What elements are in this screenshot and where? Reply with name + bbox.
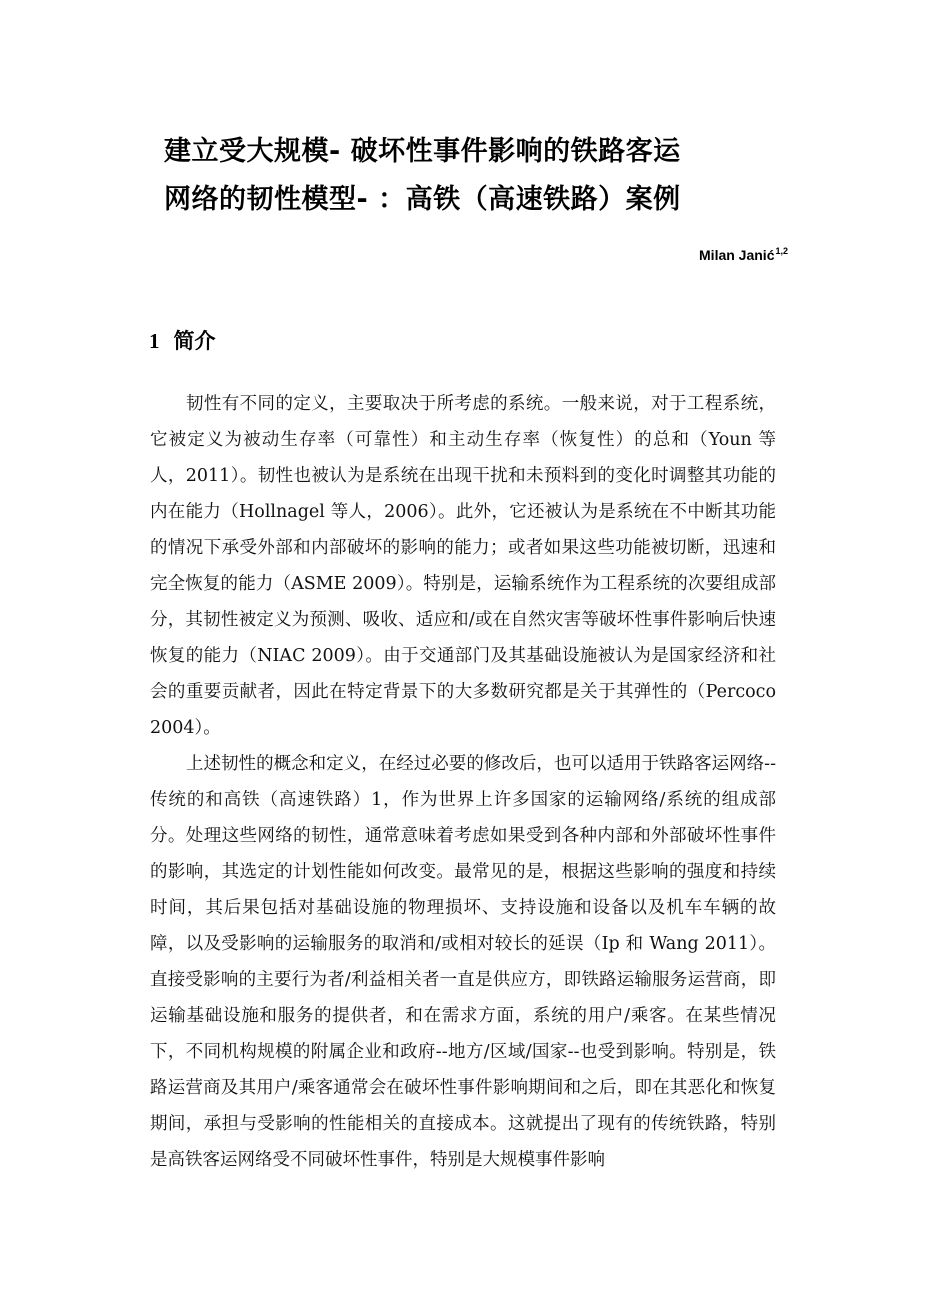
document-title (164, 128, 784, 224)
section-title: 简介 (173, 329, 216, 353)
author-name: Milan Janić (699, 247, 775, 263)
section-heading (149, 326, 216, 356)
title-line-2: 网络的韧性模型- ：高铁（高速铁路）案例 (164, 184, 681, 215)
body-text (150, 386, 776, 1178)
title-line-1: 建立受大规模- 破坏性事件影响的铁路客运 (164, 136, 681, 167)
paragraph: 韧性有不同的定义，主要取决于所考虑的系统。一般来说，对于工程系统，它被定义为被动生存率（可靠性）和主动生存率（恢复性）的总和（Youn 等人，2011）。韧性也被认为是系统在出现干扰和未预料到的变化时调整其功能的内在能力（Hollnagel 等人，2006）。此外，它还被认为是系统在不中断其功能的情况下承受外部和内部破坏的影响的能力；或者如果这些功能被切断，迅速和完全恢复的能力（ASME 2009）。特别是，运输系统作为工程系统的次要组成部分，其韧性被定义为预测、吸收、适应和/或在自然灾害等破坏性事件影响后快速恢复的能力（NIAC 2009）。由于交通部门及其基础设施被认为是国家经济和社会的重要贡献者，因此在特定背景下的大多数研究都是关于其弹性的（Percoco 2004）。 (150, 394, 776, 738)
paragraph: 上述韧性的概念和定义，在经过必要的修改后，也可以适用于铁路客运网络--传统的和高铁（高速铁路）1，作为世界上许多国家的运输网络/系统的组成部分。处理这些网络的韧性，通常意味着考虑如果受到各种内部和外部破坏性事件的影响，其选定的计划性能如何改变。最常见的是，根据这些影响的强度和持续时间，其后果包括对基础设施的物理损坏、支持设施和设备以及机车车辆的故障，以及受影响的运输服务的取消和/或相对较长的延误（Ip 和 Wang 2011）。直接受影响的主要行为者/利益相关者一直是供应方，即铁路运输服务运营商，即运输基础设施和服务的提供者，和在需求方面，系统的用户/乘客。在某些情况下，不同机构规模的附属企业和政府--地方/区域/国家--也受到影响。特别是，铁路运营商及其用户/乘客通常会在破坏性事件影响期间和之后，即在其恶化和恢复期间，承担与受影响的性能相关的直接成本。这就提出了现有的传统铁路，特别是高铁客运网络受不同破坏性事件，特别是大规模事件影响 (150, 754, 776, 1170)
author-affiliation-marks: 1,2 (775, 246, 788, 256)
section-number: 1 (149, 329, 160, 353)
author-byline (699, 246, 788, 263)
